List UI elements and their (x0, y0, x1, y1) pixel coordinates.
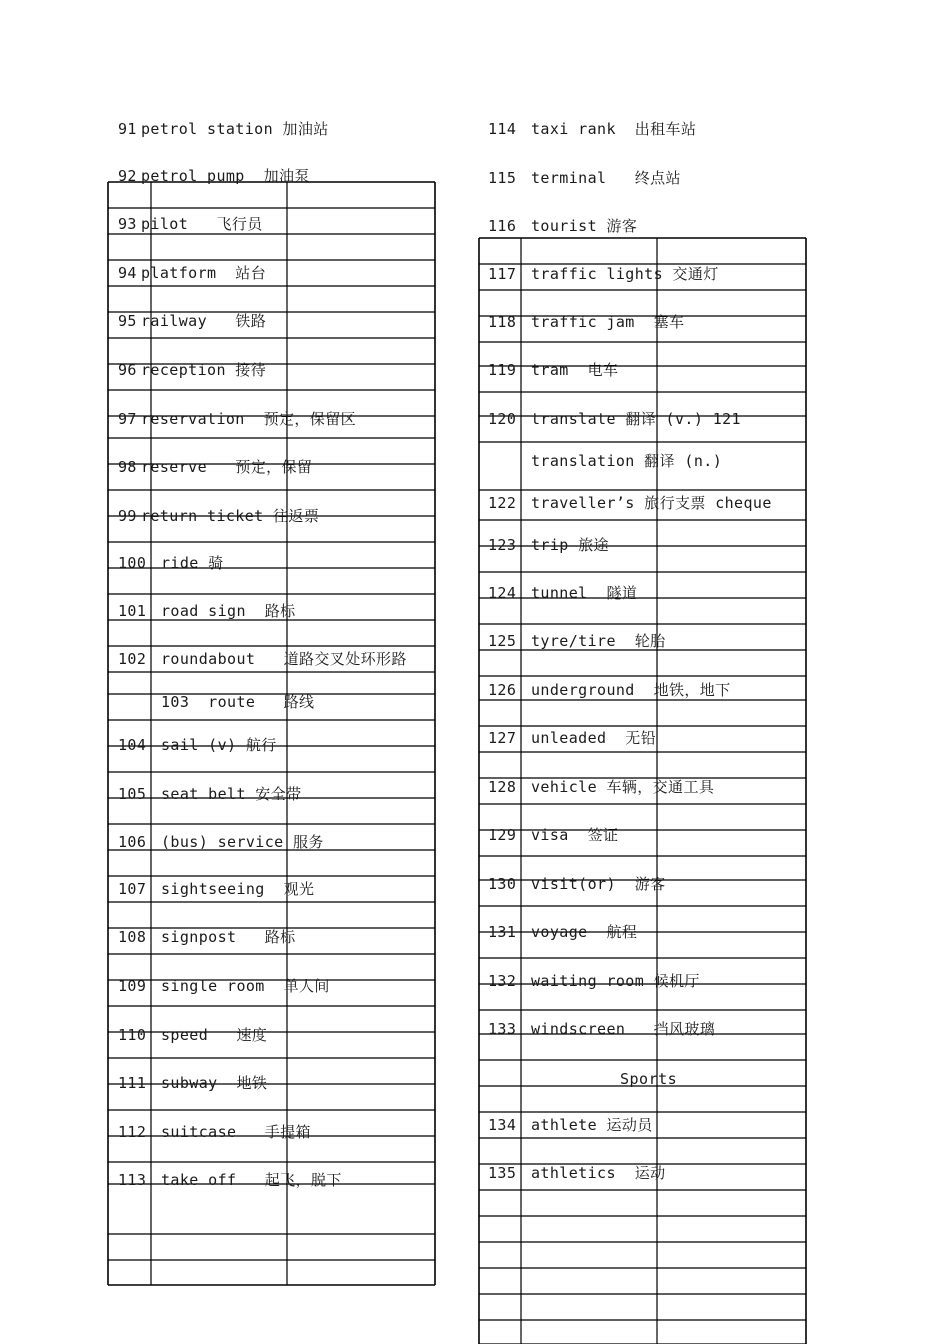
entry-number: 122 (488, 494, 517, 512)
entry-number: 101 (118, 602, 147, 620)
entry-number: 130 (488, 875, 517, 893)
vocabulary-entry (118, 264, 266, 282)
entry-term: sail (v) 航行 (161, 736, 277, 754)
vocabulary-entry (488, 313, 684, 331)
vocabulary-entry (488, 681, 731, 699)
entry-term: unleaded 无铅 (531, 729, 657, 747)
entry-number: 109 (118, 977, 147, 995)
entry-number: 118 (488, 313, 517, 331)
vocabulary-entry (118, 215, 263, 233)
entry-term: 103 route 路线 (161, 693, 315, 711)
entry-number: 113 (118, 1171, 147, 1189)
entry-term: seat belt 安全带 (161, 785, 302, 803)
entry-number: 97 (118, 410, 137, 428)
entry-number: 126 (488, 681, 517, 699)
entry-number: 111 (118, 1074, 147, 1092)
entry-number: 93 (118, 215, 137, 233)
entry-number: 127 (488, 729, 517, 747)
entry-number: 123 (488, 536, 517, 554)
vocabulary-entry (118, 693, 314, 711)
entry-number: 108 (118, 928, 147, 946)
entry-term: subway 地铁 (161, 1074, 268, 1092)
entry-term: roundabout 道路交叉处环形路 (161, 650, 407, 668)
entry-term: railway 铁路 (141, 312, 267, 330)
vocabulary-entry (118, 736, 277, 754)
entry-term: trip 旅途 (531, 536, 609, 554)
entry-number: 129 (488, 826, 517, 844)
vocabulary-entry (118, 1123, 311, 1141)
entry-number: 132 (488, 972, 517, 990)
vocabulary-entry (118, 361, 266, 379)
vocabulary-entry (118, 1074, 267, 1092)
entry-term: single room 单人间 (161, 977, 330, 995)
vocabulary-entry (488, 265, 719, 283)
entry-term: reservation 预定，保留区 (141, 410, 357, 428)
vocabulary-entry (118, 833, 324, 851)
entry-number: 135 (488, 1164, 517, 1182)
entry-number: 105 (118, 785, 147, 803)
entry-term: traffic jam 塞车 (531, 313, 685, 331)
entry-number: 92 (118, 167, 137, 185)
entry-term: taxi rank 出租车站 (531, 120, 697, 138)
entry-term: tourist 游客 (531, 217, 638, 235)
entry-number: 120 (488, 410, 517, 428)
entry-term: ride 骑 (161, 554, 224, 572)
vocabulary-entry (488, 1164, 666, 1182)
vocabulary-entry (118, 880, 314, 898)
vocabulary-entry (118, 650, 407, 668)
entry-number: 99 (118, 507, 137, 525)
entry-term: traffic lights 交通灯 (531, 265, 719, 283)
vocabulary-entry (488, 972, 700, 990)
entry-term: athlete 运动员 (531, 1116, 653, 1134)
vocabulary-entry (488, 361, 618, 379)
vocabulary-entry (488, 120, 696, 138)
entry-number: 115 (488, 169, 517, 187)
vocabulary-entry (118, 977, 330, 995)
entry-number: 112 (118, 1123, 147, 1141)
entry-term: windscreen 挡风玻璃 (531, 1020, 716, 1038)
entry-term: underground 地铁，地下 (531, 681, 731, 699)
entry-term: petrol station 加油站 (141, 120, 329, 138)
entry-term: visit(or) 游客 (531, 875, 666, 893)
vocabulary-entry (118, 167, 310, 185)
entry-term: translate 翻译 (v.) 121 (531, 410, 741, 428)
entry-term: translation 翻译 (n.) (531, 452, 723, 470)
vocabulary-entry (488, 410, 741, 428)
entry-term: suitcase 手提箱 (161, 1123, 311, 1141)
entry-term: platform 站台 (141, 264, 267, 282)
entry-term: visa 签证 (531, 826, 619, 844)
vocabulary-entry (118, 120, 329, 138)
vocabulary-entry (118, 602, 296, 620)
vocabulary-entry (118, 554, 224, 572)
entry-term: tunnel 隧道 (531, 584, 638, 602)
entry-term: athletics 运动 (531, 1164, 666, 1182)
entry-number: 124 (488, 584, 517, 602)
vocabulary-entry (488, 1020, 715, 1038)
entry-number: 100 (118, 554, 147, 572)
section-heading-sports: Sports (620, 1070, 678, 1088)
entry-number: 119 (488, 361, 517, 379)
entry-number: 106 (118, 833, 147, 851)
entry-number: 125 (488, 632, 517, 650)
entry-number: 110 (118, 1026, 147, 1044)
vocabulary-entry (118, 1026, 267, 1044)
entry-term: signpost 路标 (161, 928, 296, 946)
vocabulary-entry (118, 410, 356, 428)
vocabulary-entry (488, 875, 666, 893)
entry-term: speed 速度 (161, 1026, 268, 1044)
entry-term: reserve 预定，保留 (141, 458, 313, 476)
vocabulary-entry (488, 729, 656, 747)
entry-term: pilot 飞行员 (141, 215, 263, 233)
entry-number: 134 (488, 1116, 517, 1134)
vocabulary-entry (118, 458, 312, 476)
entry-number: 104 (118, 736, 147, 754)
entry-term: traveller’s 旅行支票 cheque (531, 494, 772, 512)
vocabulary-entry (118, 785, 302, 803)
vocabulary-entry (488, 169, 681, 187)
entry-term: tram 电车 (531, 361, 619, 379)
entry-number: 131 (488, 923, 517, 941)
vocabulary-entry (118, 928, 296, 946)
vocabulary-entry (488, 217, 637, 235)
entry-term: take off 起飞，脱下 (161, 1171, 342, 1189)
vocabulary-entry (488, 452, 722, 470)
vocabulary-entry (488, 826, 618, 844)
vocabulary-entry (118, 1171, 342, 1189)
vocabulary-entry (488, 494, 772, 512)
entry-number: 107 (118, 880, 147, 898)
entry-term: voyage 航程 (531, 923, 638, 941)
entry-number: 114 (488, 120, 517, 138)
entry-number: 91 (118, 120, 137, 138)
entry-number: 116 (488, 217, 517, 235)
entry-term: reception 接待 (141, 361, 267, 379)
entry-term: petrol pump 加油泵 (141, 167, 310, 185)
entry-number: 133 (488, 1020, 517, 1038)
vocabulary-entry (488, 778, 714, 796)
entry-term: road sign 路标 (161, 602, 296, 620)
entry-term: (bus) service 服务 (161, 833, 324, 851)
entry-term: tyre/tire 轮胎 (531, 632, 666, 650)
entry-number: 128 (488, 778, 517, 796)
entry-number: 117 (488, 265, 517, 283)
vocabulary-entry (118, 312, 266, 330)
entry-term: return ticket 往返票 (141, 507, 320, 525)
vocabulary-entry (488, 1116, 653, 1134)
entry-number: 96 (118, 361, 137, 379)
vocabulary-entry (488, 536, 609, 554)
entry-term: terminal 终点站 (531, 169, 681, 187)
entry-term: sightseeing 观光 (161, 880, 315, 898)
entry-term: waiting room 候机厅 (531, 972, 700, 990)
entry-term: vehicle 车辆，交通工具 (531, 778, 715, 796)
entry-number: 95 (118, 312, 137, 330)
entry-number: 98 (118, 458, 137, 476)
vocabulary-entry (118, 507, 319, 525)
entry-number: 102 (118, 650, 147, 668)
entry-number: 94 (118, 264, 137, 282)
vocabulary-entry (488, 584, 637, 602)
vocabulary-entry (488, 923, 637, 941)
vocabulary-entry (488, 632, 666, 650)
